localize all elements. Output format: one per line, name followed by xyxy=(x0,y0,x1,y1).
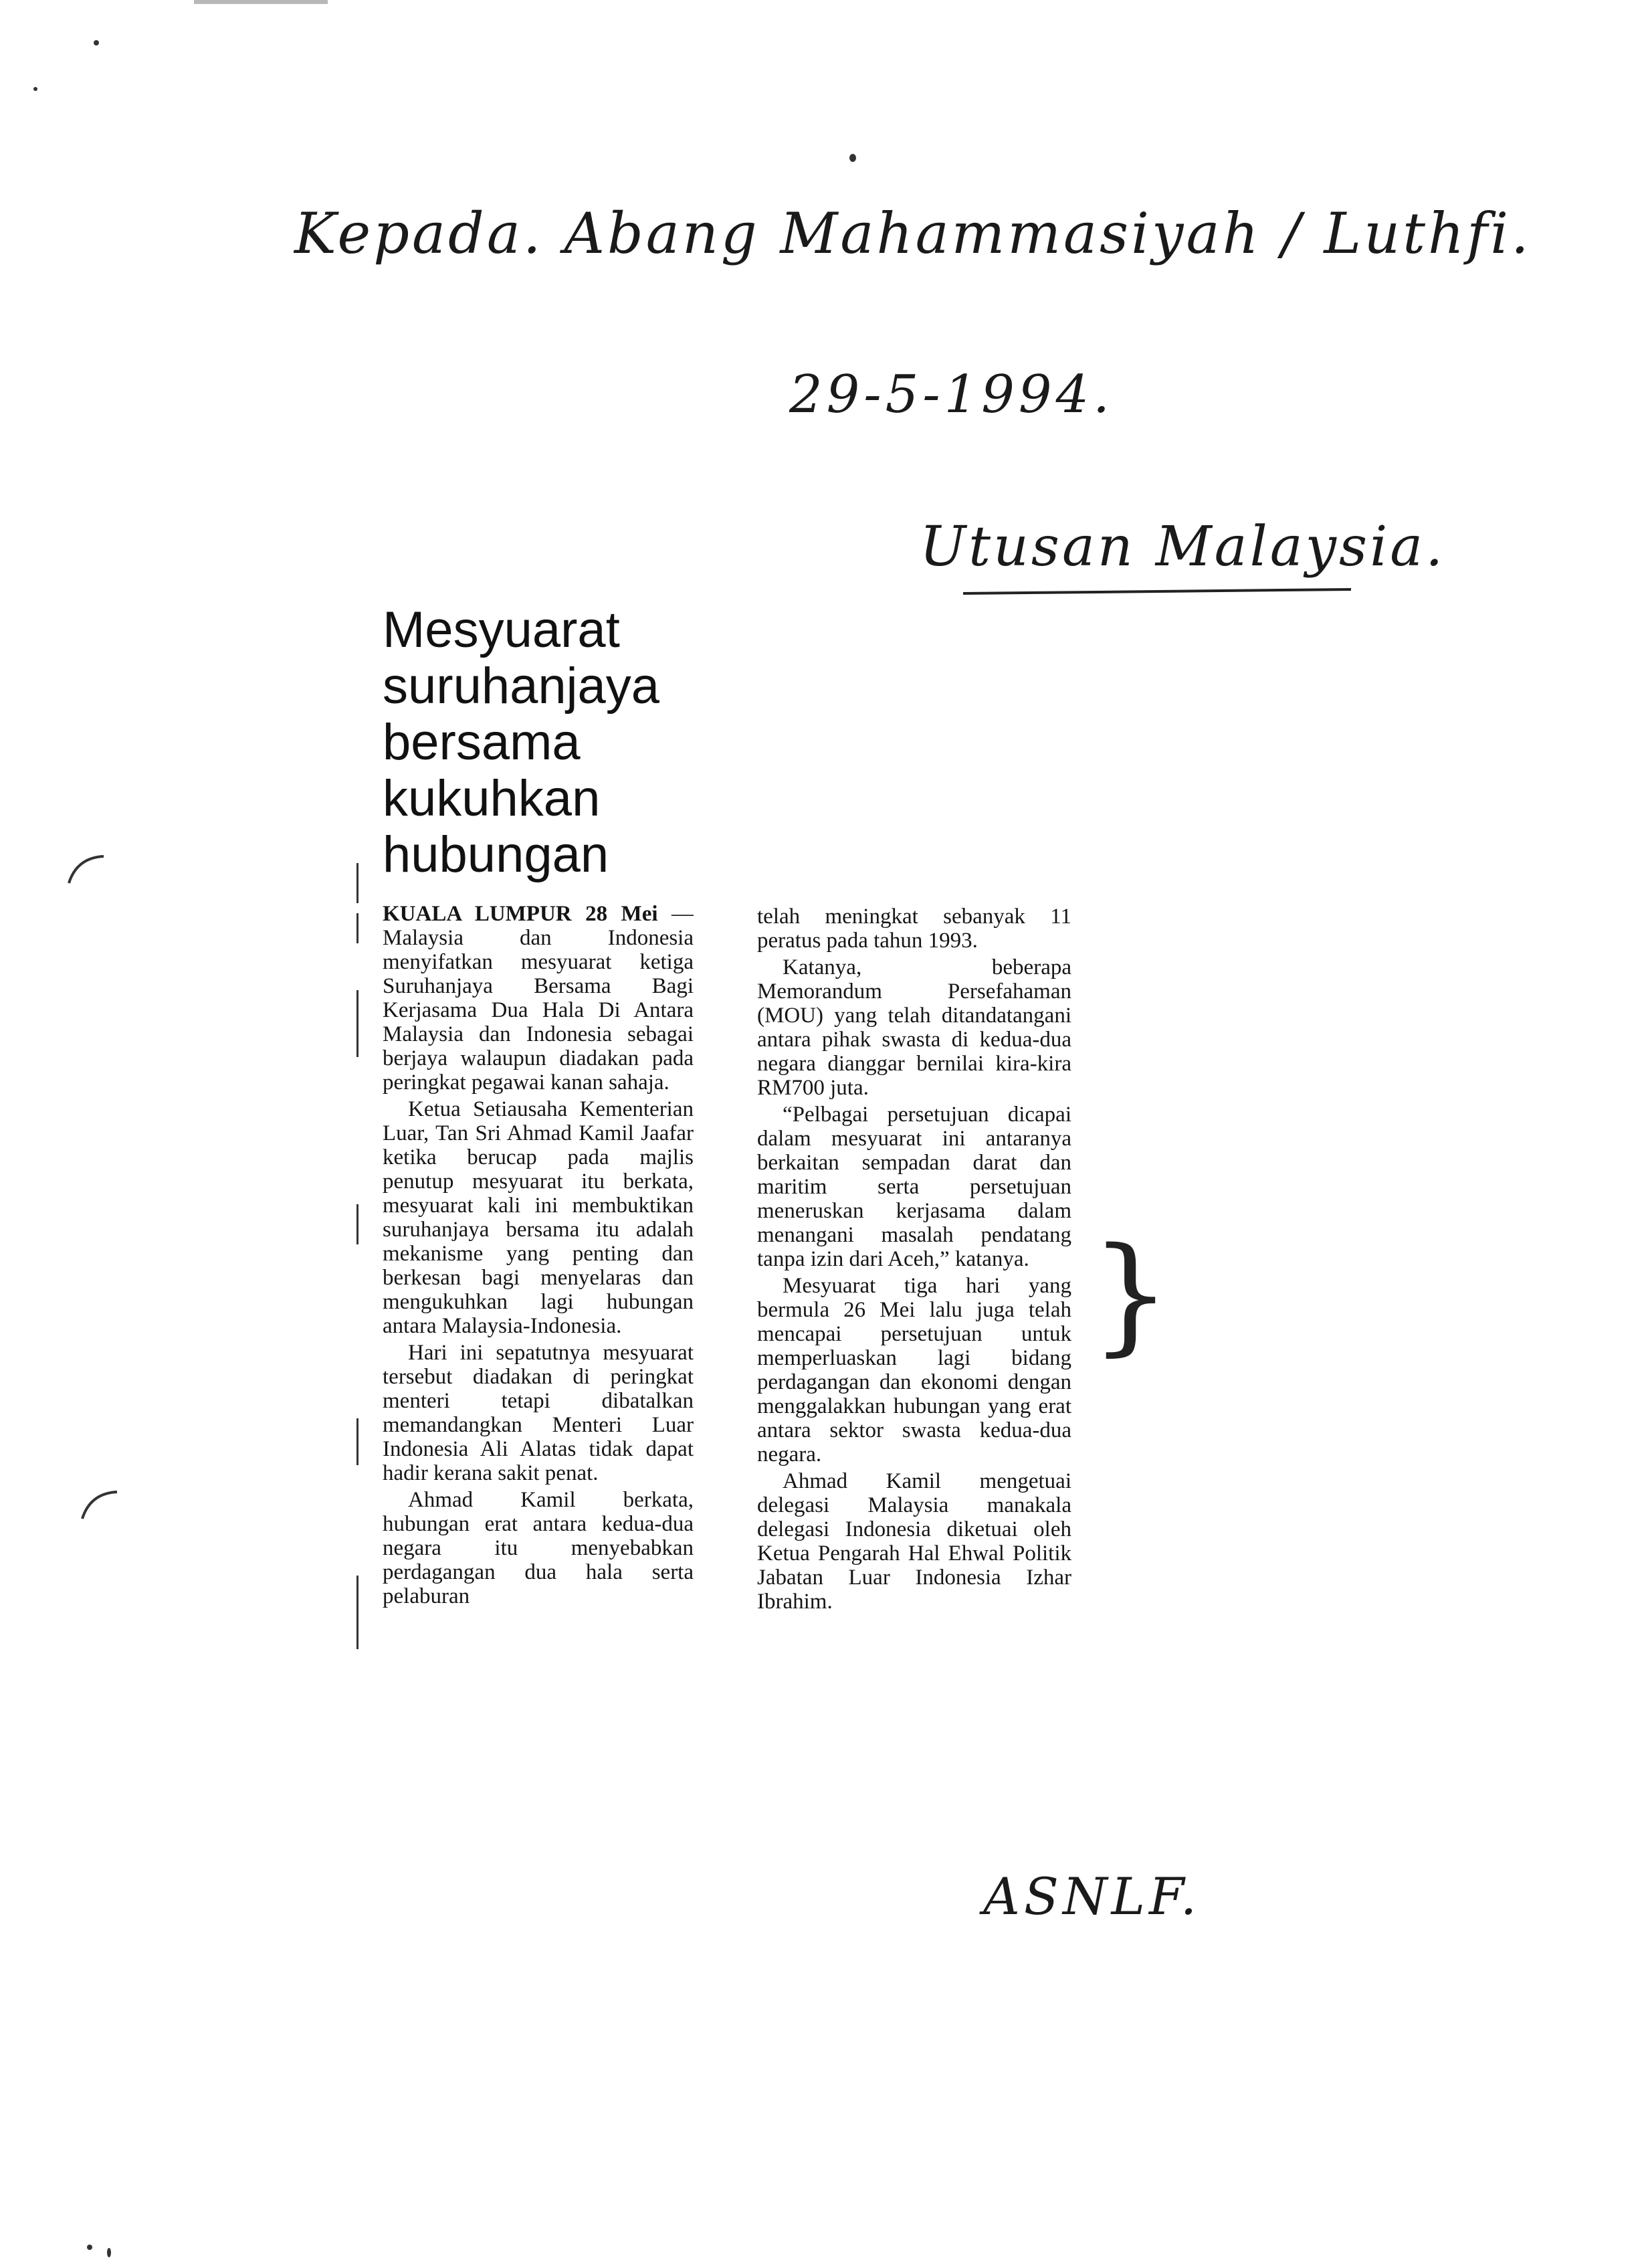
scan-speck xyxy=(107,2248,111,2257)
article-column-left xyxy=(383,902,694,1859)
handwritten-recipient-note: Kepada. Abang Mahammasiyah / Luthfi. xyxy=(294,201,1532,266)
margin-line xyxy=(356,1204,358,1244)
handwritten-reference-code: ASNLF. xyxy=(983,1867,1201,1926)
scan-speck xyxy=(33,87,37,91)
article-paragraph: Ketua Setiausaha Kementerian Luar, Tan Sri Ahmad Kamil Jaafar ketika berucap pada majlis penutup mesyuarat itu berkata, mesyuarat kali ini membuktikan suruhanjaya bersama itu adalah mekanisme yang penting dan berkesan bagi menyelaras dan mengukuhkan lagi hubungan antara Malaysia-Indonesia. xyxy=(383,1097,694,1338)
source-underline xyxy=(963,588,1351,595)
margin-line xyxy=(356,863,358,903)
headline-line: suruhanjaya xyxy=(383,658,660,715)
headline-line: Mesyuarat xyxy=(383,601,620,658)
margin-arc-mark xyxy=(77,1485,124,1525)
scan-speck xyxy=(849,154,856,162)
margin-arc-mark xyxy=(64,850,110,890)
handwritten-source: Utusan Malaysia. xyxy=(920,515,1446,579)
scan-speck xyxy=(94,40,99,45)
article-column-right xyxy=(757,905,1071,1855)
article-paragraph: Ahmad Kamil berkata, hubungan erat antara kedua-dua negara itu menyebabkan perdagangan dua hala serta pelaburan xyxy=(383,1488,694,1608)
scan-speck xyxy=(87,2245,92,2250)
margin-line xyxy=(356,1418,358,1465)
article-headline xyxy=(383,602,757,883)
article-paragraph: telah meningkat sebanyak 11 peratus pada tahun 1993. xyxy=(757,905,1071,953)
headline-line: bersama xyxy=(383,714,581,771)
headline-line: kukuhkan xyxy=(383,770,601,827)
margin-line xyxy=(356,990,358,1057)
margin-line xyxy=(356,1576,358,1649)
article-paragraph: “Pelbagai persetujuan dicapai dalam mesyuarat ini antaranya berkaitan sempadan darat dan maritim serta persetujuan meneruskan kerjasama dalam menangani masalah pendatang tanpa izin dari Aceh,” katanya. xyxy=(757,1103,1071,1271)
handwritten-bracket: } xyxy=(1090,1220,1171,1368)
article-paragraph: Katanya, beberapa Memorandum Persefahaman (MOU) yang telah ditandatangani antara pihak swasta di kedua-dua negara dianggar bernilai kira-kira RM700 juta. xyxy=(757,955,1071,1100)
article-dateline: KUALA LUMPUR 28 Mei xyxy=(383,902,658,926)
headline-line: hubungan xyxy=(383,826,609,883)
handwritten-date: 29-5-1994. xyxy=(789,365,1114,425)
article-paragraph xyxy=(383,902,694,1095)
margin-line xyxy=(356,913,358,943)
scan-edge-artifact xyxy=(194,0,328,4)
article-paragraph: Ahmad Kamil mengetuai delegasi Malaysia manakala delegasi Indonesia diketuai oleh Ketua Pengarah Hal Ehwal Politik Jabatan Luar Indonesia Izhar Ibrahim. xyxy=(757,1469,1071,1614)
article-paragraph: Hari ini sepatutnya mesyuarat tersebut diadakan di peringkat menteri tetapi dibatalkan memandangkan Menteri Luar Indonesia Ali Alatas tidak dapat hadir kerana sakit penat. xyxy=(383,1341,694,1485)
article-paragraph: Mesyuarat tiga hari yang bermula 26 Mei lalu juga telah mencapai persetujuan untuk memperluaskan lagi bidang perdagangan dan ekonomi dengan menggalakkan hubungan yang erat antara sektor swasta kedua-dua negara. xyxy=(757,1274,1071,1467)
paragraph-text: — Malaysia dan Indonesia menyifatkan mesyuarat ketiga Suruhanjaya Bersama Bagi Kerjasama Dua Hala Di Antara Malaysia dan Indonesia sebagai berjaya walaupun diadakan pada peringkat pegawai kanan sahaja. xyxy=(383,902,694,1095)
